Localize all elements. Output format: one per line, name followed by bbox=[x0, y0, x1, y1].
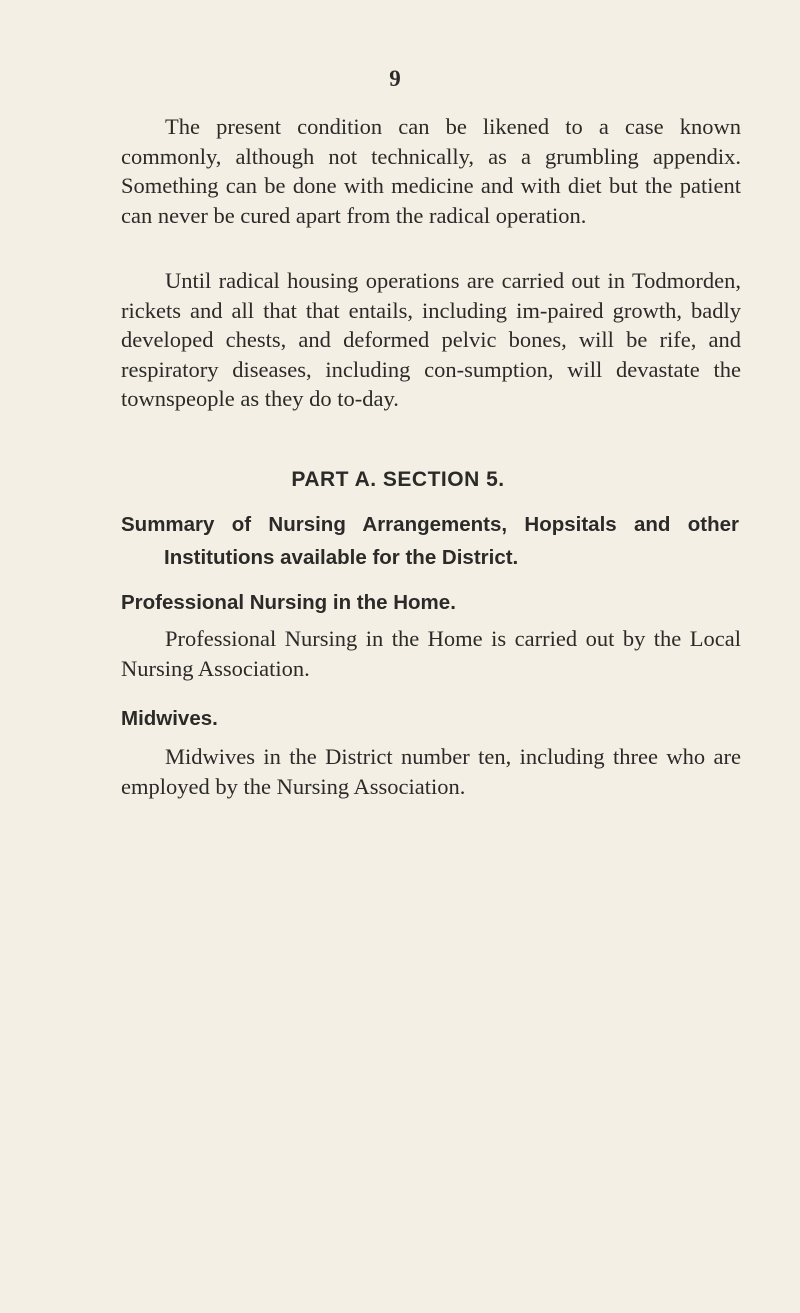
paragraph-nursing: Professional Nursing in the Home is carried out by the Local Nursing Association. bbox=[121, 626, 741, 681]
summary-heading-line-1: Summary of Nursing Arrangements, Hopsitals and other bbox=[121, 513, 739, 536]
paragraph-housing: Until radical housing operations are carried out in Todmorden, rickets and all that that entails, including im-paired growth, badly developed chests, and deformed pelvic bones, will be rife, and respiratory diseases, including con-sumption, will devastate the townspeople as they do to-day. bbox=[121, 268, 741, 411]
nursing-heading: Professional Nursing in the Home. bbox=[121, 591, 456, 614]
summary-heading-line-2: Institutions available for the District. bbox=[164, 546, 519, 569]
section-heading: PART A. SECTION 5. bbox=[291, 468, 505, 491]
midwives-heading: Midwives. bbox=[121, 707, 218, 730]
summary-heading bbox=[121, 508, 739, 574]
paragraph-condition: The present condition can be likened to a case known commonly, although not technically, as a grumbling appendix. Something can be done with medicine and with diet but the patient can never be cured apart from the radical operation. bbox=[121, 114, 741, 228]
paragraph-midwives: Midwives in the District number ten, including three who are employed by the Nursing Association. bbox=[121, 744, 741, 799]
page-number: 9 bbox=[389, 66, 401, 91]
